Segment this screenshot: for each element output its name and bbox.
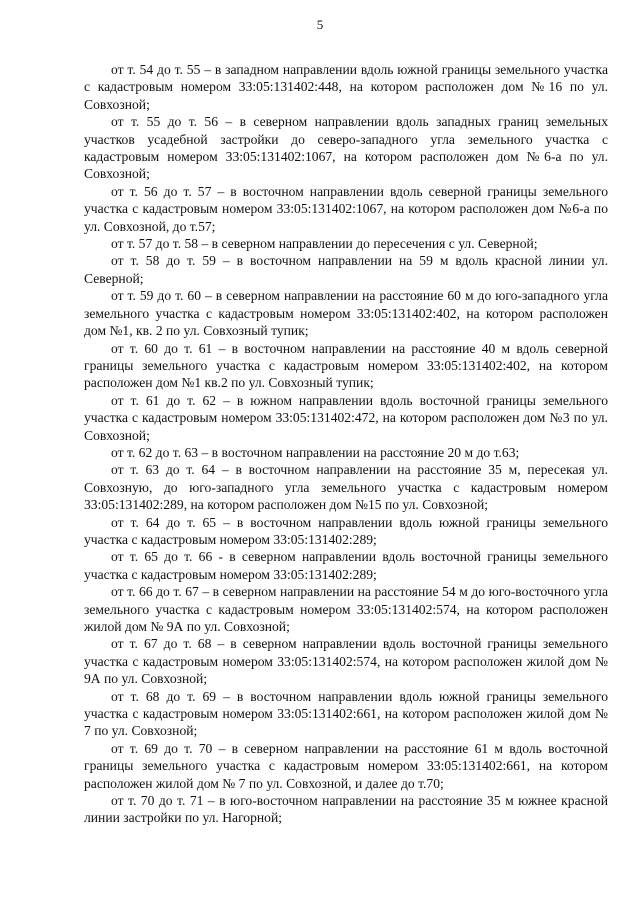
paragraph-70-71: от т. 70 до т. 71 – в юго-восточном направлении на расстояние 35 м южнее красной линии застройки по ул. Нагорной; — [84, 793, 608, 826]
paragraph-65-66: от т. 65 до т. 66 - в северном направлении вдоль восточной границы земельного участка с кадастровым номером 33:05:131402:289; — [84, 549, 608, 582]
paragraph-60-61: от т. 60 до т. 61 – в восточном направлении на расстояние 40 м вдоль северной границы земельного участка с кадастровым номером 33:05:131402:402, на котором расположен дом №1 кв.2 по ул. Совхозный тупик; — [84, 340, 608, 391]
paragraph-64-65: от т. 64 до т. 65 – в восточном направлении вдоль южной границы земельного участка с кадастровым номером 33:05:131402:289; — [84, 514, 608, 547]
paragraph-59-60: от т. 59 до т. 60 – в северном направлении на расстояние 60 м до юго-западного угла земельного участка с кадастровым номером 33:05:131402:402, на котором расположен дом №1, кв. 2 по ул. Совхозный тупик; — [84, 288, 608, 339]
paragraph-58-59: от т. 58 до т. 59 – в восточном направлении на 59 м вдоль красной линии ул. Северной; — [84, 253, 608, 286]
paragraph-61-62: от т. 61 до т. 62 – в южном направлении вдоль восточной границы земельного участка с кадастровым номером 33:05:131402:472, на котором расположен дом №3 по ул. Совхозной; — [84, 392, 608, 443]
paragraph-54-55: от т. 54 до т. 55 – в западном направлении вдоль южной границы земельного участка с кадастровым номером 33:05:131402:448, на котором расположен дом №16 по ул. Совхозной; — [84, 62, 608, 112]
paragraph-63-64: от т. 63 до т. 64 – в восточном направлении на расстояние 35 м, пересекая ул. Совхозную, до юго-западного угла земельного участка с кадастровым номером 33:05:131402:289, на котором расположен дом №15 по ул. Совхозной; — [84, 462, 608, 513]
paragraph-69-70: от т. 69 до т. 70 – в северном направлении на расстояние 61 м вдоль восточной границы земельного участка с кадастровым номером 33:05:131402:661, на котором расположен жилой дом № 7 по ул. Совхозной, и далее до т.70; — [84, 740, 608, 791]
paragraph-67-68: от т. 67 до т. 68 – в северном направлении вдоль восточной границы земельного участка с кадастровым номером 33:05:131402:574, на котором расположен жилой дом № 9А по ул. Совхозной; — [84, 636, 608, 687]
paragraph-62-63: от т. 62 до т. 63 – в восточном направлении на расстояние 20 м до т.63; — [111, 444, 520, 460]
document-body — [84, 61, 608, 827]
paragraph-56-57: от т. 56 до т. 57 – в восточном направлении вдоль северной границы земельного участка с кадастровым номером 33:05:131402:1067, на котором расположен дом №6-а по ул. Совхозной, до т.57; — [84, 183, 608, 234]
paragraph-68-69: от т. 68 до т. 69 – в восточном направлении вдоль южной границы земельного участка с кадастровым номером 33:05:131402:661, на котором расположен жилой дом № 7 по ул. Совхозной; — [84, 688, 608, 739]
page-number: 5 — [316, 17, 324, 32]
paragraph-57-58: от т. 57 до т. 58 – в северном направлении до пересечения с ул. Северной; — [111, 236, 538, 252]
paragraph-66-67: от т. 66 до т. 67 – в северном направлении на расстояние 54 м до юго-восточного угла земельного участка с кадастровым номером 33:05:131402:574, на котором расположен жилой дом № 9А по ул. Совхозной; — [84, 584, 608, 634]
paragraph-55-56: от т. 55 до т. 56 – в северном направлении вдоль западных границ земельных участков усадебной застройки до северо-западного угла земельного участка с кадастровым номером 33:05:131402:1067, на котором расположен дом №6-а по ул. Совхозной; — [84, 114, 608, 182]
